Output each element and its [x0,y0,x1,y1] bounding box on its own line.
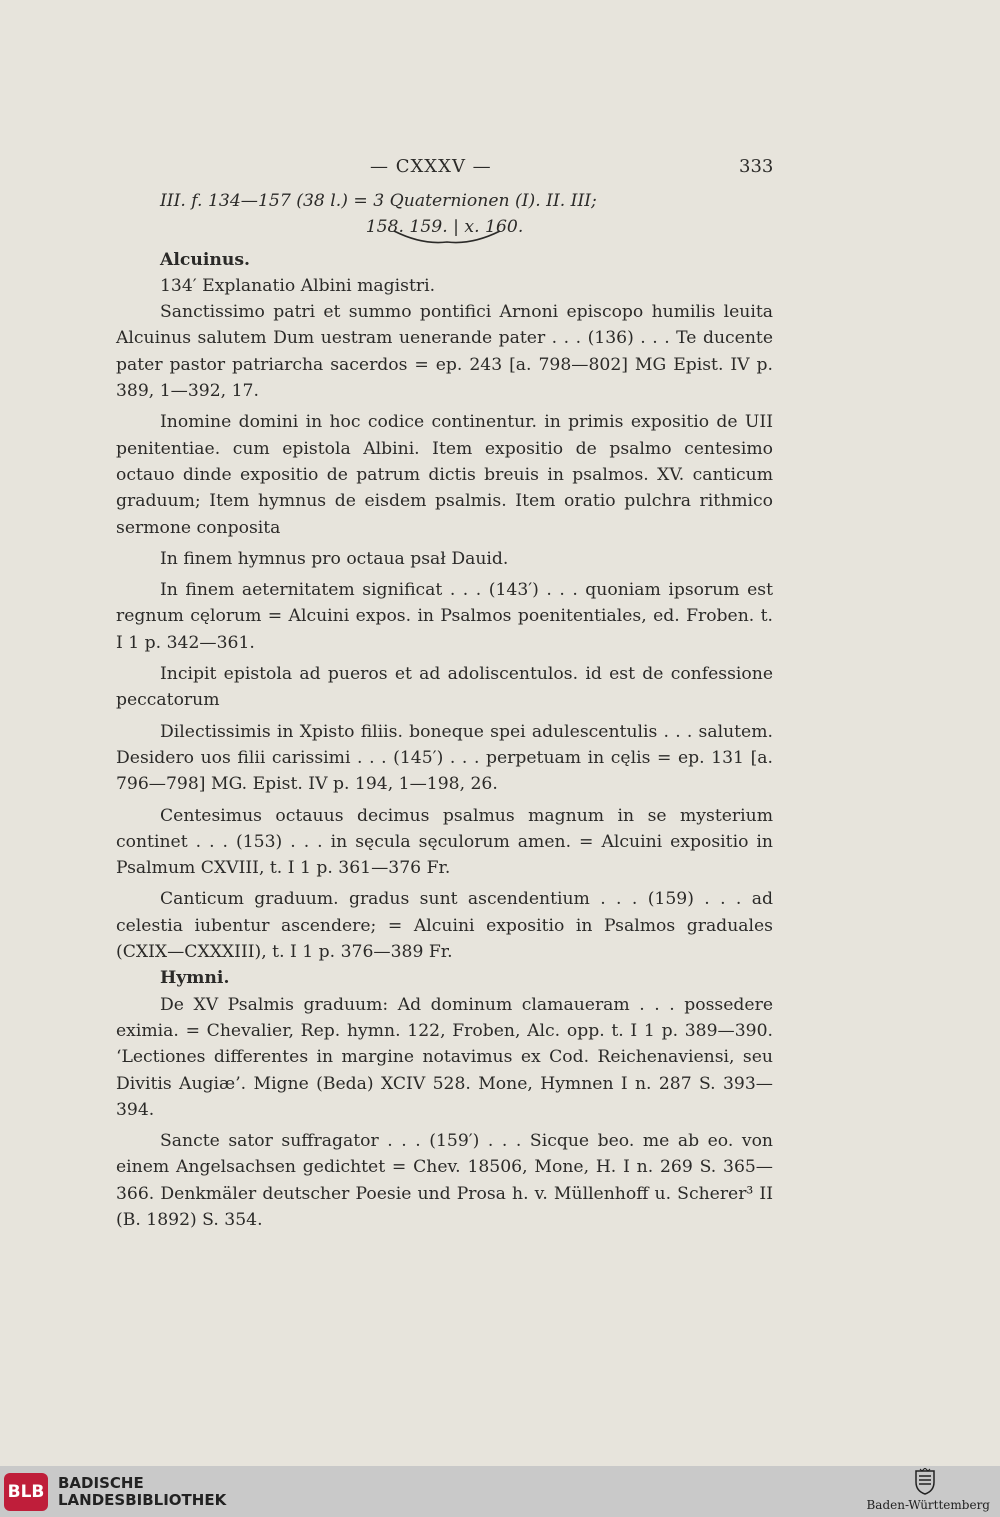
paragraph-incipit-epistola: Incipit epistola ad pueros et ad adoliscentulos. id est de confessione peccatorum [116,664,773,711]
paragraph-centesimus: Centesimus octauus decimus psalmus magnum in se mysterium continet . . . (153) . . . in sęcula sęculorum amen. = Alcuini expositio in Psalmum CXVIII, t. I 1 p. 361—376 Fr. [116,805,773,879]
body-text [116,188,773,1233]
paragraph-infinem-hymnus: In finem hymnus pro octaua psał Dauid. [160,548,509,569]
page-number: 333 [739,156,774,177]
paragraph-canticum-graduum: Canticum graduum. gradus sunt ascendentium . . . (159) . . . ad celestia iubentur ascendere; = Alcuini expositio in Psalmos graduales (CXIX—CXXXIII), t. I 1 p. 376—389 Fr. [116,889,773,963]
section-heading-alcuinus: Alcuinus. [160,249,251,270]
state-emblem[interactable] [860,1468,990,1515]
library-name-line2: LANDESBIBLIOTHEK [58,1491,227,1509]
paragraph-explanatio: 134′ Explanatio Albini magistri. [160,275,436,296]
footer-bar [0,1466,1000,1517]
state-label: Baden-Württemberg [866,1498,990,1512]
paragraph-dilectissimis: Dilectissimis in Xpisto filiis. boneque spei adulescentulis . . . salutem. Desidero uos filii carissimi . . . (145′) . . . perpetuam in cęlis = ep. 131 [a. 796—798] MG. Epist. IV p. 194, 1—198, 26. [116,721,773,795]
quire-brace-icon [392,229,502,245]
section-heading-hymni: Hymni. [160,968,230,989]
quire-formula-line1: III. f. 134—157 (38 l.) = 3 Quaternionen (I). II. III; [160,191,597,211]
quire-brace [116,241,773,255]
paragraph-infinem-aeternitatem: In finem aeternitatem significat . . . (143′) . . . quoniam ipsorum est regnum cęlorum = Alcuini expos. in Psalmos poenitentiales, ed. Froben. t. I 1 p. 342—361. [116,580,773,653]
blb-logo-icon[interactable]: BLB [4,1473,48,1511]
state-crest-icon [914,1468,936,1496]
roman-numeral-heading: — CXXXV — [370,156,492,177]
quire-formula-line2: 158. 159. | x. 160. [365,217,524,238]
page-header [0,156,1000,180]
paragraph-sanctissimo: Sanctissimo patri et summo pontifici Arnoni episcopo humilis leuita Alcuinus salutem Dum uestram uenerande pater . . . (136) . . . Te ducente pater pastor patriarcha sacerdos = ep. 243 [a. 798—802] MG Epist. IV p. 389, 1—392, 17. [116,302,773,402]
paragraph-sancte-sator: Sancte sator suffragator . . . (159′) . . . Sicque beo. me ab eo. von einem Angelsachsen gedichtet = Chev. 18506, Mone, H. I n. 269 S. 365—366. Denkmäler deutscher Poesie und Prosa h. v. Müllenhoff u. Scherer³ II (B. 1892) S. 354. [116,1131,773,1230]
library-name [58,1475,226,1509]
paragraph-de-xv-psalmis: De XV Psalmis graduum: Ad dominum clamaueram . . . possedere eximia. = Chevalier, Rep. hymn. 122, Froben, Alc. opp. t. I 1 p. 389—390. ‘Lectiones differentes in margine notavimus ex Cod. Reichenaviensi, seu Divitis Augiæ’. Migne (Beda) XCIV 528. Mone, Hymnen I n. 287 S. 393—394. [116,994,773,1120]
paragraph-inomine: Inomine domini in hoc codice continentur. in primis expositio de UII penitentiae. cum epistola Albini. Item expositio de psalmo centesimo octauo dinde expositio de patrum dictis breuis in psalmos. XV. canticum graduum; Item hymnus de eisdem psalmis. Item oratio pulchra rithmico sermone conposita [116,412,773,538]
library-name-line1: BADISCHE [58,1474,144,1492]
